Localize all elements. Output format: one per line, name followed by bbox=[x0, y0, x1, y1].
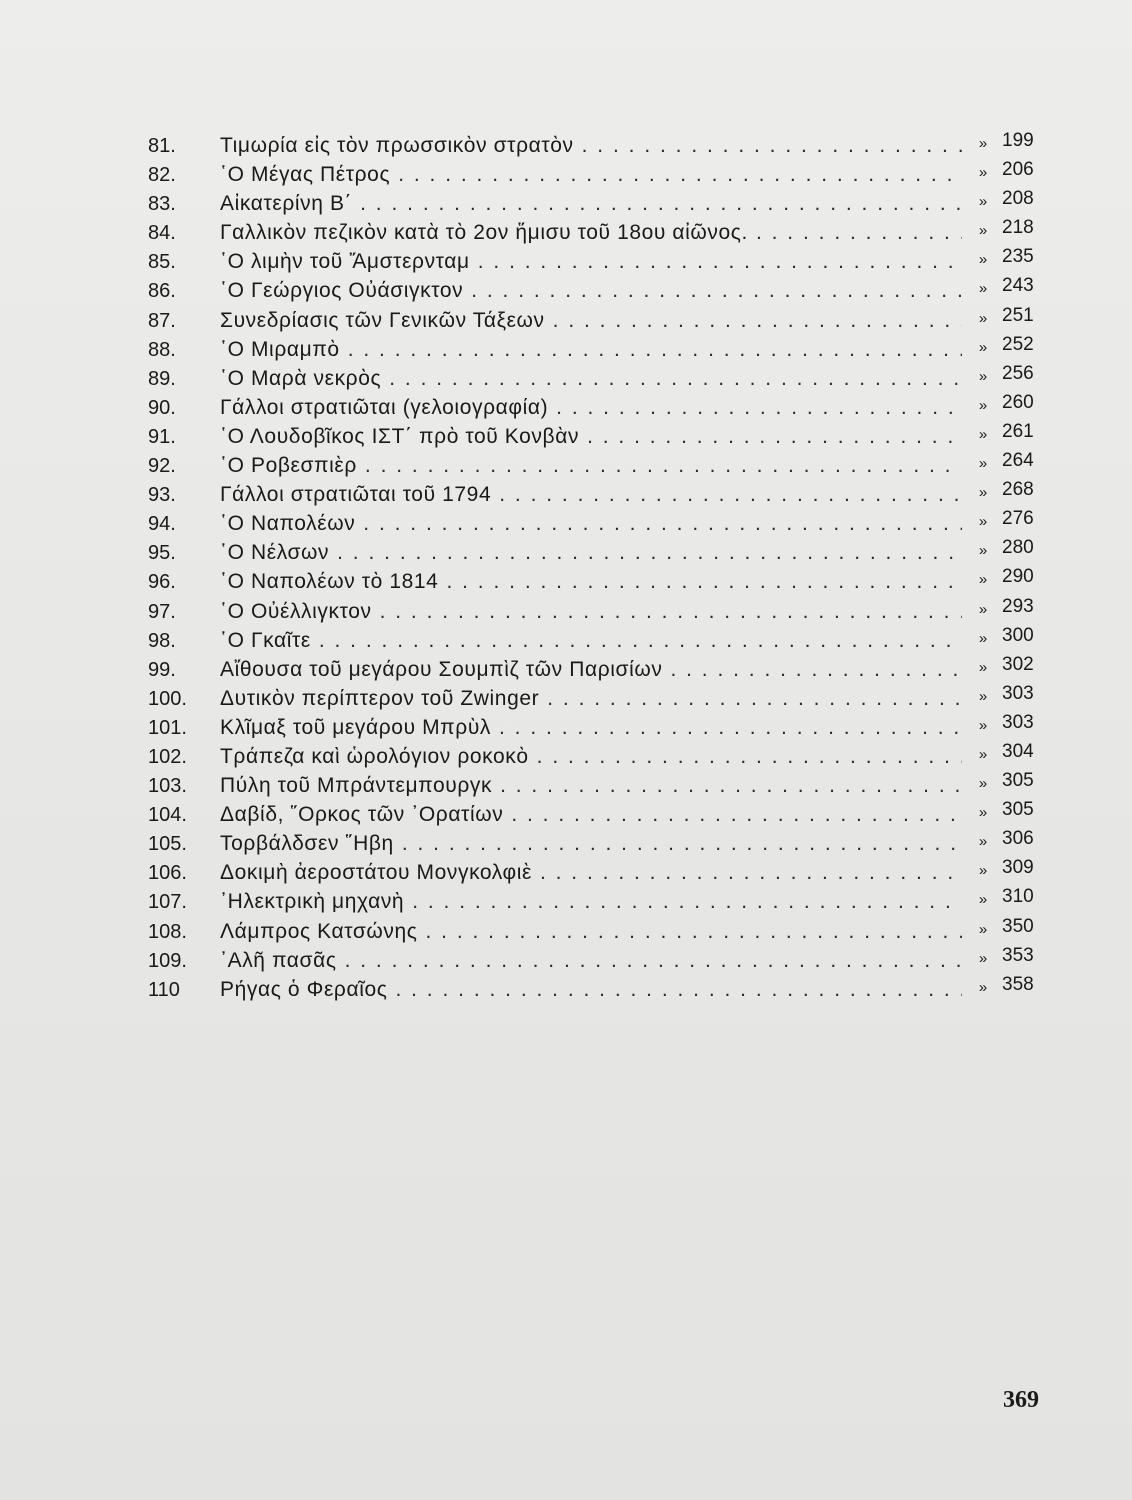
entry-number: 82. bbox=[148, 164, 176, 187]
dot-leader bbox=[363, 509, 962, 538]
illustrations-list bbox=[148, 131, 1058, 1004]
entry-title: ῾Ο Ναπολέων bbox=[220, 512, 356, 536]
entry-title: Γάλλοι στρατιῶται (γελοιογραφία) bbox=[220, 395, 549, 419]
entry-number: 106. bbox=[148, 862, 187, 885]
dot-leader bbox=[425, 917, 962, 946]
entry-page-number: 300 bbox=[1002, 624, 1034, 646]
dot-leader bbox=[499, 713, 962, 742]
dot-leader bbox=[547, 684, 962, 713]
entry-number: 107. bbox=[148, 891, 187, 914]
toc-entry bbox=[148, 247, 1058, 276]
entry-number: 84. bbox=[148, 222, 176, 245]
entry-title: ῾Ο Ροβεσπιὲρ bbox=[220, 454, 357, 478]
entry-title: Τιμωρία εἰς τὸν πρωσσικὸν στρατὸν bbox=[220, 134, 574, 157]
dot-leader bbox=[337, 538, 962, 567]
entry-number: 81. bbox=[148, 135, 176, 157]
toc-entry bbox=[148, 393, 1058, 422]
dot-leader bbox=[365, 451, 962, 480]
entry-title: ῾Ο Νέλσων bbox=[220, 541, 330, 565]
ditto-mark: » bbox=[978, 658, 988, 676]
entry-page-number: 310 bbox=[1002, 886, 1034, 908]
dot-leader bbox=[540, 858, 962, 887]
entry-title: Κλῖμαξ τοῦ μεγάρου Μπρὺλ bbox=[220, 715, 492, 739]
toc-entry bbox=[148, 800, 1058, 829]
entry-page-number: 252 bbox=[1002, 333, 1034, 355]
dot-leader bbox=[360, 189, 962, 218]
entry-page-number: 358 bbox=[1002, 973, 1034, 995]
dot-leader bbox=[348, 335, 962, 364]
entry-title: ῾Ο Οὐέλλιγκτον bbox=[220, 599, 372, 623]
entry-page-number: 261 bbox=[1002, 420, 1034, 442]
entry-number: 104. bbox=[148, 804, 187, 827]
dot-leader bbox=[478, 247, 962, 276]
ditto-mark: » bbox=[978, 978, 988, 996]
toc-entry bbox=[148, 742, 1058, 771]
dot-leader bbox=[345, 946, 962, 975]
ditto-mark: » bbox=[978, 920, 988, 938]
ditto-mark: » bbox=[978, 367, 988, 385]
entry-number: 97. bbox=[148, 600, 176, 623]
dot-leader bbox=[537, 742, 962, 771]
entry-title: Δαβίδ, ῞Ορκος τῶν ᾿Ορατίων bbox=[220, 803, 504, 827]
entry-number: 101. bbox=[148, 716, 187, 739]
entry-page-number: 305 bbox=[1002, 799, 1034, 821]
dot-leader bbox=[500, 771, 962, 800]
ditto-mark: » bbox=[978, 280, 988, 298]
entry-page-number: 218 bbox=[1002, 217, 1034, 239]
entry-number: 100. bbox=[148, 687, 187, 710]
entry-number: 108. bbox=[148, 920, 187, 943]
toc-entry bbox=[148, 655, 1058, 684]
toc-entry bbox=[148, 713, 1058, 742]
ditto-mark: » bbox=[978, 804, 988, 822]
entry-page-number: 303 bbox=[1002, 711, 1034, 733]
entry-number: 86. bbox=[148, 280, 176, 303]
entry-title: ῾Ο Μιραμπὸ bbox=[220, 337, 340, 361]
entry-title: Τορβάλδσεν ῞Ηβη bbox=[220, 832, 394, 856]
ditto-mark: » bbox=[978, 542, 988, 560]
dot-leader bbox=[446, 567, 962, 596]
toc-entry bbox=[148, 887, 1058, 916]
toc-entry bbox=[148, 306, 1058, 335]
entry-number: 94. bbox=[148, 513, 176, 536]
entry-number: 103. bbox=[148, 775, 187, 798]
entry-number: 96. bbox=[148, 571, 176, 594]
entry-title: Συνεδρίασις τῶν Γενικῶν Τάξεων bbox=[220, 308, 545, 332]
dot-leader bbox=[412, 887, 962, 916]
entry-number: 95. bbox=[148, 542, 176, 565]
ditto-mark: » bbox=[978, 571, 988, 589]
dot-leader bbox=[553, 306, 962, 335]
dot-leader bbox=[395, 975, 962, 1004]
entry-title: Τράπεζα καὶ ὡρολόγιον ροκοκὸ bbox=[220, 744, 529, 768]
ditto-mark: » bbox=[978, 600, 988, 618]
ditto-mark: » bbox=[978, 396, 988, 414]
toc-entry bbox=[148, 335, 1058, 364]
dot-leader bbox=[402, 829, 962, 858]
entry-title: ῾Ο Μέγας Πέτρος bbox=[220, 163, 391, 187]
dot-leader bbox=[511, 800, 962, 829]
ditto-mark: » bbox=[978, 949, 988, 967]
entry-title: ῾Ο Γκαῖτε bbox=[220, 628, 311, 652]
entry-number: 87. bbox=[148, 309, 176, 332]
entry-page-number: 302 bbox=[1002, 653, 1034, 675]
entry-number: 105. bbox=[148, 833, 187, 856]
toc-entry bbox=[148, 858, 1058, 887]
entry-page-number: 353 bbox=[1002, 944, 1034, 966]
ditto-mark: » bbox=[978, 455, 988, 473]
entry-number: 110 bbox=[148, 978, 180, 1001]
entry-title: ῾Ο Γεώργιος Οὐάσιγκτον bbox=[220, 279, 464, 303]
toc-entry bbox=[148, 626, 1058, 655]
entry-number: 85. bbox=[148, 251, 176, 274]
toc-entry bbox=[148, 597, 1058, 626]
entry-page-number: 251 bbox=[1002, 304, 1034, 326]
entry-title: ᾿Ηλεκτρικὴ μηχανὴ bbox=[220, 890, 405, 914]
entry-title: ῾Ο Ναπολέων τὸ 1814 bbox=[220, 570, 439, 594]
ditto-mark: » bbox=[978, 338, 988, 356]
entry-page-number: 199 bbox=[1002, 130, 1034, 151]
entry-page-number: 306 bbox=[1002, 828, 1034, 850]
entry-page-number: 235 bbox=[1002, 246, 1034, 268]
ditto-mark: » bbox=[978, 164, 988, 182]
entry-title: ῾Ο λιμὴν τοῦ Ἄμστερνταμ bbox=[220, 250, 470, 274]
toc-entry bbox=[148, 276, 1058, 305]
toc-entry bbox=[148, 160, 1058, 189]
entry-number: 98. bbox=[148, 629, 176, 652]
entry-page-number: 243 bbox=[1002, 275, 1034, 297]
entry-page-number: 256 bbox=[1002, 362, 1034, 384]
toc-entry bbox=[148, 189, 1058, 218]
entry-title: Δυτικὸν περίπτερον τοῦ Zwinger bbox=[220, 686, 540, 710]
ditto-mark: » bbox=[978, 745, 988, 763]
entry-number: 91. bbox=[148, 425, 176, 448]
entry-page-number: 260 bbox=[1002, 391, 1034, 413]
dot-leader bbox=[670, 655, 962, 684]
entry-page-number: 350 bbox=[1002, 915, 1034, 937]
ditto-mark: » bbox=[978, 629, 988, 647]
ditto-mark: » bbox=[978, 135, 988, 152]
entry-page-number: 305 bbox=[1002, 770, 1034, 792]
ditto-mark: » bbox=[978, 716, 988, 734]
toc-entry bbox=[148, 829, 1058, 858]
entry-title: Δοκιμὴ ἀεροστάτου Μονγκολφιὲ bbox=[220, 861, 532, 885]
ditto-mark: » bbox=[978, 862, 988, 880]
entry-number: 90. bbox=[148, 396, 176, 419]
dot-leader bbox=[556, 393, 962, 422]
entry-page-number: 208 bbox=[1002, 188, 1034, 210]
dot-leader bbox=[389, 364, 962, 393]
dot-leader bbox=[319, 626, 962, 655]
toc-entry bbox=[148, 946, 1058, 975]
toc-entry bbox=[148, 538, 1058, 567]
entry-page-number: 268 bbox=[1002, 479, 1034, 501]
dot-leader bbox=[499, 480, 962, 509]
entry-title: Γαλλικὸν πεζικὸν κατὰ τὸ 2ον ἥμισυ τοῦ 18ου αἰῶνος. bbox=[220, 221, 748, 245]
entry-page-number: 276 bbox=[1002, 508, 1034, 530]
entry-number: 92. bbox=[148, 455, 176, 478]
toc-entry bbox=[148, 131, 1058, 160]
dot-leader bbox=[471, 276, 962, 305]
entry-page-number: 309 bbox=[1002, 857, 1034, 879]
entry-title: Πύλη τοῦ Μπράντεμπουργκ bbox=[220, 774, 493, 798]
dot-leader bbox=[587, 422, 962, 451]
toc-entry bbox=[148, 451, 1058, 480]
entry-page-number: 303 bbox=[1002, 682, 1034, 704]
dot-leader bbox=[398, 160, 962, 189]
entry-page-number: 293 bbox=[1002, 595, 1034, 617]
ditto-mark: » bbox=[978, 891, 988, 909]
ditto-mark: » bbox=[978, 222, 988, 240]
toc-entry bbox=[148, 684, 1058, 713]
ditto-mark: » bbox=[978, 484, 988, 502]
toc-entry bbox=[148, 917, 1058, 946]
page-number: 369 bbox=[1003, 1387, 1039, 1413]
entry-title: ῾Ο Μαρὰ νεκρὸς bbox=[220, 366, 382, 390]
ditto-mark: » bbox=[978, 513, 988, 531]
ditto-mark: » bbox=[978, 309, 988, 327]
ditto-mark: » bbox=[978, 251, 988, 269]
entry-number: 89. bbox=[148, 367, 176, 390]
entry-title: Αἰκατερίνη Β΄ bbox=[220, 192, 353, 216]
entry-number: 109. bbox=[148, 949, 187, 972]
entry-number: 83. bbox=[148, 193, 176, 216]
entry-title: Γάλλοι στρατιῶται τοῦ 1794 bbox=[220, 483, 492, 507]
entry-title: ῾Ο Λουδοβῖκος ΙΣΤ΄ πρὸ τοῦ Κονβὰν bbox=[220, 424, 580, 448]
ditto-mark: » bbox=[978, 775, 988, 793]
toc-entry bbox=[148, 480, 1058, 509]
ditto-mark: » bbox=[978, 425, 988, 443]
ditto-mark: » bbox=[978, 687, 988, 705]
toc-entry bbox=[148, 218, 1058, 247]
dot-leader bbox=[380, 597, 962, 626]
ditto-mark: » bbox=[978, 833, 988, 851]
entry-number: 93. bbox=[148, 484, 176, 507]
entry-page-number: 264 bbox=[1002, 450, 1034, 472]
entry-number: 99. bbox=[148, 658, 176, 681]
entry-page-number: 290 bbox=[1002, 566, 1034, 588]
toc-entry bbox=[148, 567, 1058, 596]
toc-entry bbox=[148, 771, 1058, 800]
toc-entry bbox=[148, 422, 1058, 451]
entry-title: Ρήγας ὁ Φεραῖος bbox=[220, 977, 388, 1001]
entry-title: Αἴθουσα τοῦ μεγάρου Σουμπὶζ τῶν Παρισίων bbox=[220, 657, 663, 681]
entry-title: Λάμπρος Κατσώνης bbox=[220, 919, 418, 943]
entry-page-number: 280 bbox=[1002, 537, 1034, 559]
entry-number: 88. bbox=[148, 338, 176, 361]
toc-entry bbox=[148, 364, 1058, 393]
entry-title: ᾿Αλῆ πασᾶς bbox=[220, 948, 337, 972]
toc-entry bbox=[148, 509, 1058, 538]
entry-number: 102. bbox=[148, 745, 187, 768]
entry-page-number: 206 bbox=[1002, 159, 1034, 181]
entry-page-number: 304 bbox=[1002, 740, 1034, 762]
ditto-mark: » bbox=[978, 193, 988, 211]
dot-leader bbox=[756, 218, 962, 247]
dot-leader bbox=[582, 131, 962, 160]
toc-entry bbox=[148, 975, 1058, 1004]
